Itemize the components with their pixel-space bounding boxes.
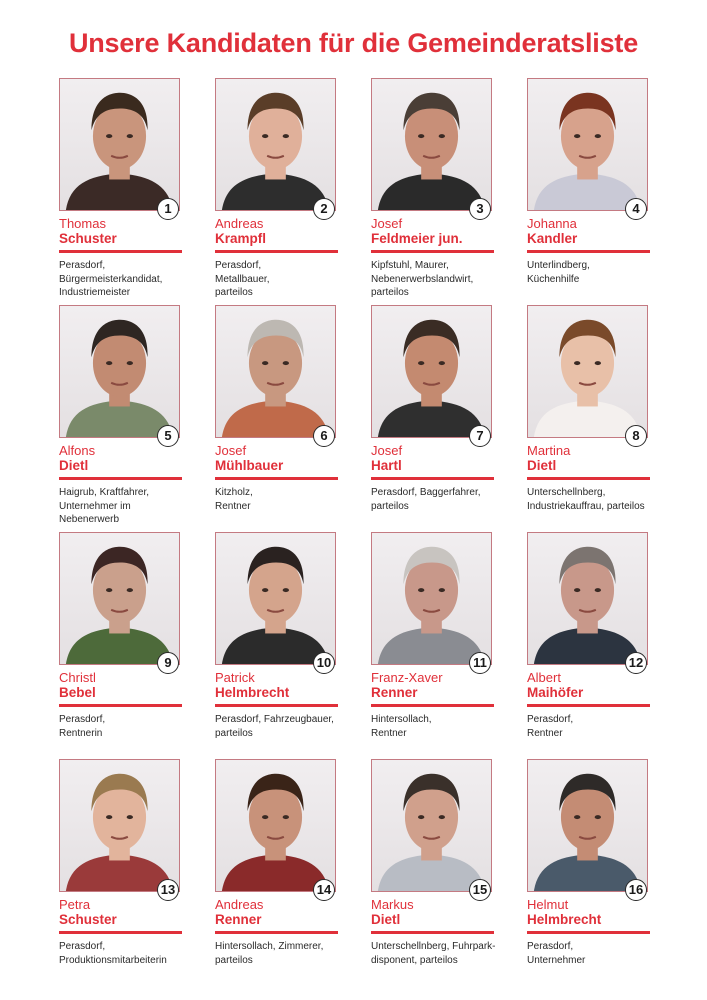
candidate-first-name: Helmut — [527, 897, 569, 912]
red-divider — [59, 250, 182, 253]
candidate-last-name: Helmbrecht — [215, 685, 290, 700]
red-divider — [59, 477, 182, 480]
candidate-details: Hintersollach, Rentner — [371, 714, 432, 739]
candidate-details: Perasdorf, Bürgermeisterkandidat, Industriemeister — [59, 260, 163, 298]
candidate-details: Perasdorf, Fahrzeugbauer, parteilos — [215, 714, 334, 739]
candidate-first-name: Patrick — [215, 670, 255, 685]
red-divider — [215, 931, 338, 934]
candidate-photo — [59, 78, 180, 211]
candidate-number-badge: 11 — [469, 652, 491, 674]
candidate-card — [212, 757, 338, 984]
candidate-first-name: Johanna — [527, 216, 577, 231]
candidate-card — [368, 76, 494, 303]
candidate-last-name: Helmbrecht — [527, 912, 602, 927]
candidate-number-badge: 13 — [157, 879, 179, 901]
candidate-photo — [215, 78, 336, 211]
candidate-name — [527, 670, 651, 700]
candidate-card — [212, 76, 338, 303]
candidate-last-name: Dietl — [527, 458, 557, 473]
red-divider — [59, 704, 182, 707]
candidate-name — [371, 897, 495, 927]
candidate-photo — [527, 759, 648, 892]
candidate-name — [371, 443, 495, 473]
candidate-number-badge: 7 — [469, 425, 491, 447]
candidate-number-badge: 1 — [157, 198, 179, 220]
candidate-name — [371, 670, 495, 700]
candidate-card — [368, 757, 494, 984]
candidate-number-badge: 12 — [625, 652, 647, 674]
candidate-photo — [527, 305, 648, 438]
candidate-photo — [215, 759, 336, 892]
candidate-card — [524, 76, 650, 303]
candidate-last-name: Dietl — [59, 458, 89, 473]
candidate-photo — [59, 305, 180, 438]
candidate-photo — [371, 532, 492, 665]
candidate-name — [527, 897, 651, 927]
candidate-number-badge: 16 — [625, 879, 647, 901]
candidate-first-name: Albert — [527, 670, 561, 685]
candidate-grid — [56, 76, 656, 986]
candidate-photo — [215, 532, 336, 665]
candidate-name — [59, 670, 183, 700]
candidate-details: Unterschellnberg, Fuhrpark- disponent, parteilos — [371, 941, 496, 966]
candidate-photo — [59, 759, 180, 892]
red-divider — [371, 931, 494, 934]
red-divider — [371, 704, 494, 707]
candidate-number-badge: 15 — [469, 879, 491, 901]
red-divider — [215, 704, 338, 707]
candidate-card — [212, 303, 338, 530]
candidate-last-name: Maihöfer — [527, 685, 584, 700]
candidate-name — [59, 443, 183, 473]
candidate-number-badge: 10 — [313, 652, 335, 674]
candidate-first-name: Petra — [59, 897, 91, 912]
candidate-first-name: Andreas — [215, 216, 264, 231]
candidate-details: Perasdorf, Rentner — [527, 714, 574, 739]
candidate-card — [524, 530, 650, 757]
candidate-card — [56, 76, 182, 303]
candidate-photo — [215, 305, 336, 438]
candidate-last-name: Renner — [371, 685, 418, 700]
candidate-card — [212, 530, 338, 757]
page-title: Unsere Kandidaten für die Gemeinderatsliste — [68, 28, 639, 58]
candidate-number-badge: 14 — [313, 879, 335, 901]
candidate-card — [368, 303, 494, 530]
candidate-last-name: Schuster — [59, 912, 117, 927]
candidate-last-name: Feldmeier jun. — [371, 231, 463, 246]
candidate-first-name: Markus — [371, 897, 414, 912]
candidate-number-badge: 6 — [313, 425, 335, 447]
candidate-last-name: Kandler — [527, 231, 578, 246]
candidate-card — [56, 757, 182, 984]
red-divider — [59, 931, 182, 934]
candidate-last-name: Mühlbauer — [215, 458, 284, 473]
candidate-first-name: Josef — [371, 216, 403, 231]
candidate-name — [59, 216, 183, 246]
candidate-name — [59, 897, 183, 927]
candidate-number-badge: 9 — [157, 652, 179, 674]
candidate-last-name: Bebel — [59, 685, 96, 700]
candidate-details: Kitzholz, Rentner — [215, 487, 253, 512]
candidate-photo — [371, 78, 492, 211]
candidate-details: Hintersollach, Zimmerer, parteilos — [215, 941, 324, 966]
candidate-number-badge: 8 — [625, 425, 647, 447]
candidate-last-name: Dietl — [371, 912, 401, 927]
candidate-details: Perasdorf, Metallbauer, parteilos — [215, 260, 270, 298]
candidate-details: Unterschellnberg, Industriekauffrau, parteilos — [527, 487, 645, 512]
candidate-details: Haigrub, Kraftfahrer, Unternehmer im Nebenerwerb — [59, 487, 150, 525]
candidate-number-badge: 5 — [157, 425, 179, 447]
red-divider — [371, 477, 494, 480]
candidate-name — [215, 897, 339, 927]
candidate-number-badge: 4 — [625, 198, 647, 220]
candidate-photo — [59, 532, 180, 665]
candidate-photo — [527, 78, 648, 211]
candidate-details: Perasdorf, Unternehmer — [527, 941, 586, 966]
candidate-photo — [371, 759, 492, 892]
red-divider — [527, 931, 650, 934]
candidate-name — [527, 216, 651, 246]
candidate-photo — [371, 305, 492, 438]
red-divider — [215, 477, 338, 480]
candidate-card — [56, 530, 182, 757]
candidate-name — [371, 216, 495, 246]
candidate-first-name: Andreas — [215, 897, 264, 912]
candidate-card — [524, 303, 650, 530]
candidate-card — [368, 530, 494, 757]
candidate-card — [524, 757, 650, 984]
candidate-first-name: Josef — [215, 443, 247, 458]
candidate-name — [215, 443, 339, 473]
candidate-details: Perasdorf, Produktionsmitarbeiterin — [59, 941, 167, 966]
candidate-first-name: Josef — [371, 443, 403, 458]
candidate-last-name: Hartl — [371, 458, 402, 473]
candidate-card — [56, 303, 182, 530]
red-divider — [371, 250, 494, 253]
candidate-last-name: Schuster — [59, 231, 117, 246]
candidate-first-name: Martina — [527, 443, 571, 458]
candidate-last-name: Krampfl — [215, 231, 267, 246]
candidate-first-name: Franz-Xaver — [371, 670, 443, 685]
red-divider — [215, 250, 338, 253]
red-divider — [527, 250, 650, 253]
candidate-number-badge: 2 — [313, 198, 335, 220]
candidate-number-badge: 3 — [469, 198, 491, 220]
candidate-first-name: Alfons — [59, 443, 96, 458]
candidate-details: Perasdorf, Baggerfahrer, parteilos — [371, 487, 481, 512]
candidate-first-name: Christl — [59, 670, 96, 685]
candidate-name — [215, 670, 339, 700]
candidate-first-name: Thomas — [59, 216, 106, 231]
candidate-details: Kipfstuhl, Maurer, Nebenerwerbslandwirt, parteilos — [371, 260, 474, 298]
candidate-details: Perasdorf, Rentnerin — [59, 714, 106, 739]
red-divider — [527, 477, 650, 480]
candidate-name — [215, 216, 339, 246]
candidate-last-name: Renner — [215, 912, 262, 927]
red-divider — [527, 704, 650, 707]
candidate-photo — [527, 532, 648, 665]
candidate-details: Unterlindberg, Küchenhilfe — [527, 260, 590, 285]
candidate-name — [527, 443, 651, 473]
